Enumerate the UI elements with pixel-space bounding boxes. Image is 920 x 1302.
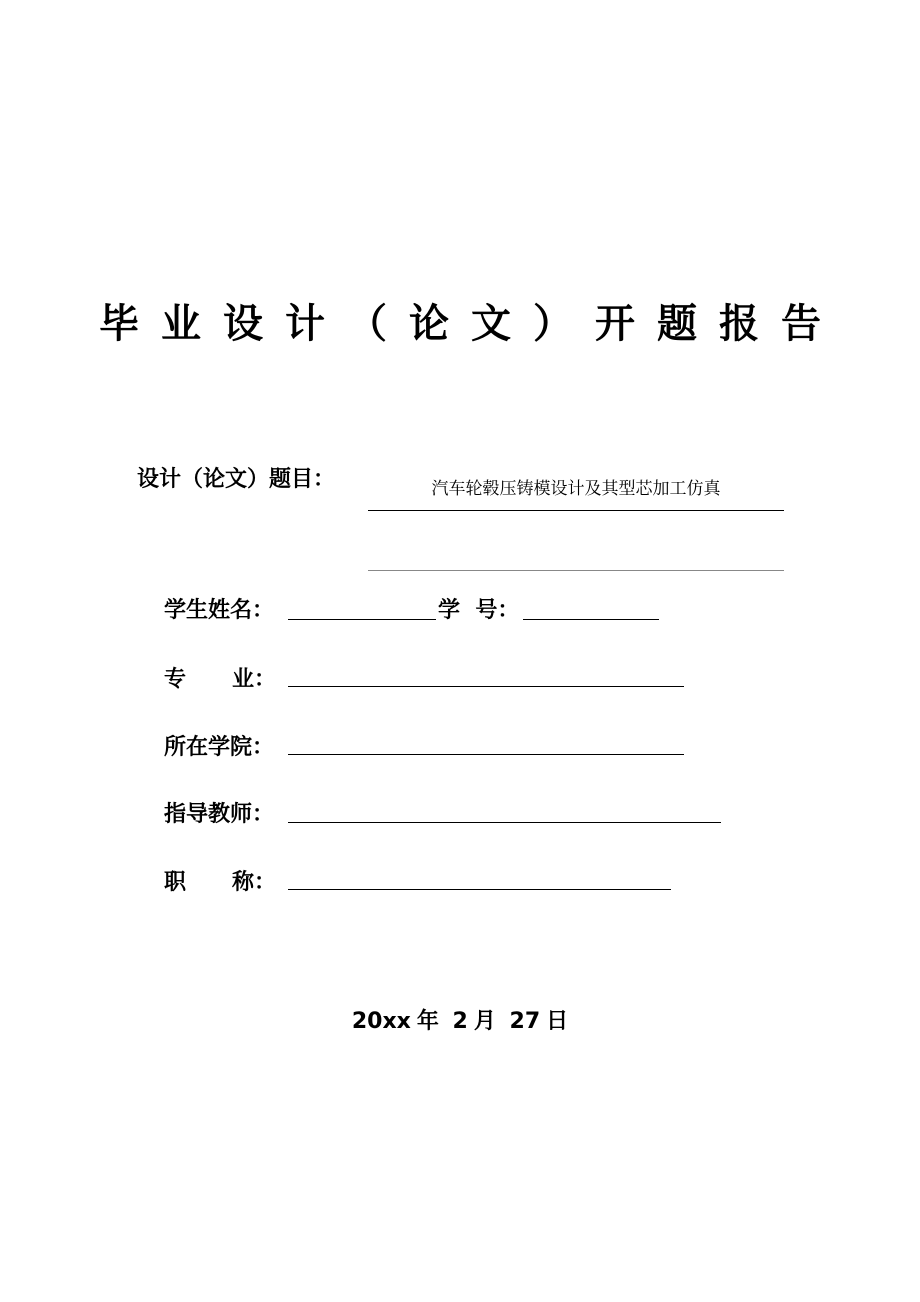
date-month-unit: 月 (473, 1009, 496, 1034)
topic-value[interactable]: 汽车轮毂压铸模设计及其型芯加工仿真 (431, 479, 721, 499)
date-month: 2 (452, 1009, 468, 1034)
advisor-field[interactable] (288, 822, 721, 823)
student-id-label: 学 号： (438, 598, 520, 623)
college-field[interactable] (288, 754, 684, 755)
student-id-field[interactable] (523, 619, 659, 620)
date-year-unit: 年 (416, 1009, 439, 1034)
report-date (0, 1004, 920, 1035)
topic-label: 设计（论文）题目： (137, 467, 336, 492)
advisor-label: 指导教师： (164, 802, 275, 827)
date-year: 20xx (351, 1009, 411, 1034)
college-label: 所在学院： (164, 735, 275, 760)
page-title: 毕业设计（论文）开题报告 (99, 301, 843, 347)
student-name-field[interactable] (288, 619, 436, 620)
student-name-label: 学生姓名： (164, 598, 275, 623)
title-rank-label: 职 称： (164, 870, 276, 895)
title-rank-field[interactable] (288, 889, 671, 890)
date-day-unit: 日 (546, 1009, 569, 1034)
topic-underline-2[interactable] (368, 570, 784, 571)
topic-underline-1 (368, 510, 784, 511)
date-day: 27 (509, 1009, 541, 1034)
major-label: 专 业： (164, 667, 276, 692)
major-field[interactable] (288, 686, 684, 687)
